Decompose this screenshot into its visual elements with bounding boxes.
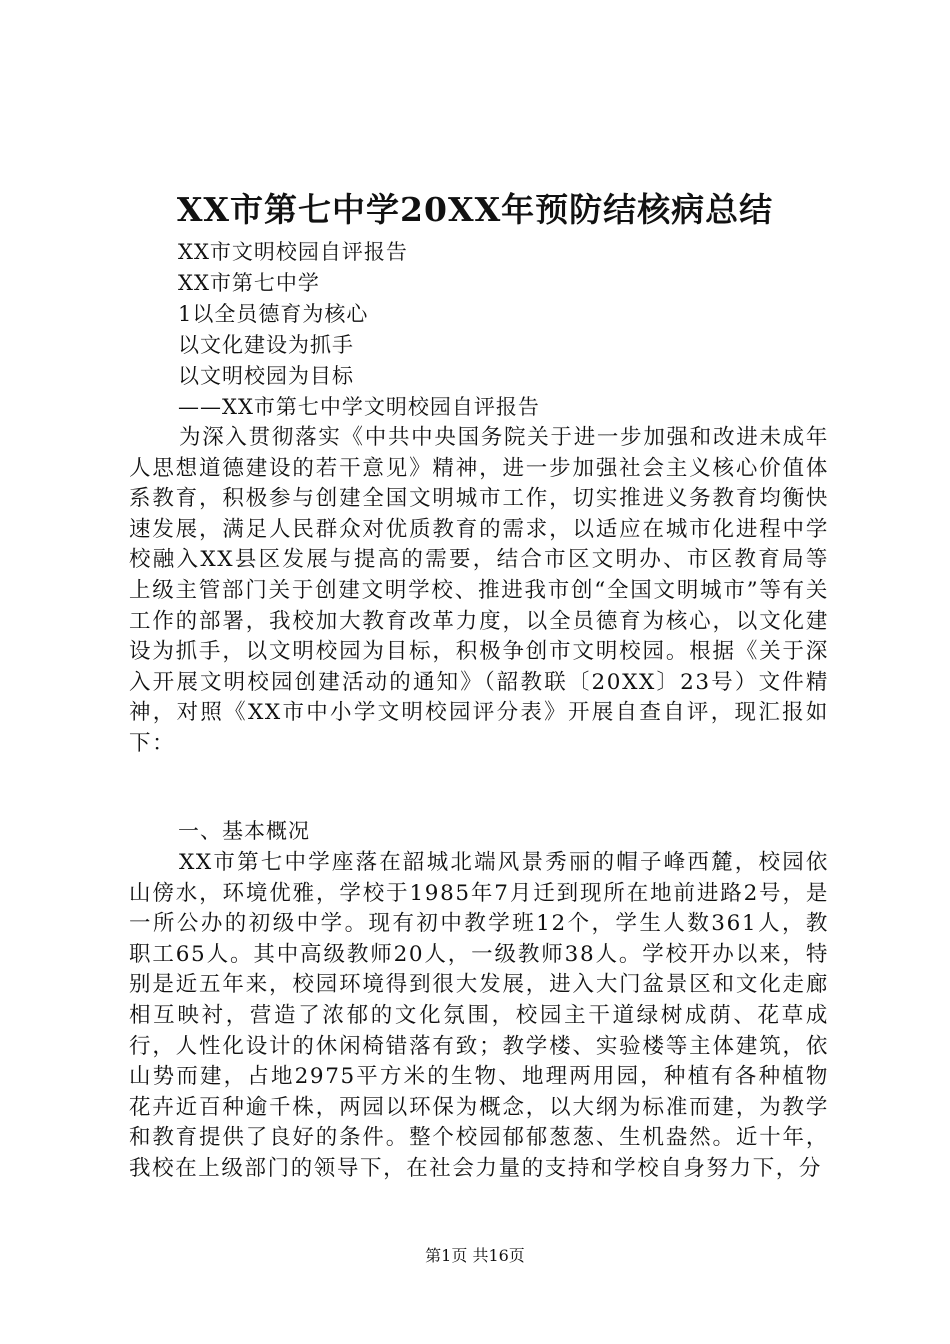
section-heading-overview: 一、基本概况 xyxy=(178,819,310,843)
page-footer: 第1页 共16页 xyxy=(425,1246,525,1265)
intro-line-subtitle: ——XX市第七中学文明校园自评报告 xyxy=(178,395,540,419)
intro-block xyxy=(178,237,878,423)
intro-line-motto-1: 1以全员德育为核心 xyxy=(178,302,369,326)
intro-line-motto-3: 以文明校园为目标 xyxy=(178,364,354,388)
intro-line-school-name: XX市第七中学 xyxy=(178,271,320,295)
intro-line-motto-2: 以文化建设为抓手 xyxy=(178,333,354,357)
paragraph-introduction: 为深入贯彻落实《中共中央国务院关于进一步加强和改进未成年人思想道德建设的若干意见》精神，进一步加强社会主义核心价值体系教育，积极参与创建全国文明城市工作，切实推进义务教育均衡快速发展，满足人民群众对优质教育的需求，以适应在城市化进程中学校融入XX县区发展与提高的需要，结合市区文明办、市区教育局等上级主管部门关于创建文明学校、推进我市创“全国文明城市”等有关工作的部署，我校加大教育改革力度，以全员德育为核心，以文化建设为抓手，以文明校园为目标，积极争创市文明校园。根据《关于深入开展文明校园创建活动的通知》（韶教联〔20XX〕23号）文件精神，对照《XX市中小学文明校园评分表》开展自查自评，现汇报如下： xyxy=(129,425,829,756)
intro-line-report-name: XX市文明校园自评报告 xyxy=(178,240,408,264)
paragraph-overview: XX市第七中学座落在韶城北端风景秀丽的帽子峰西麓，校园依山傍水，环境优雅，学校于1985年7月迁到现所在地前进路2号，是一所公办的初级中学。现有初中教学班12个，学生人数361人，教职工65人。其中高级教师20人，一级教师38人。学校开办以来，特别是近五年来，校园环境得到很大发展，进入大门盆景区和文化走廊相互映衬，营造了浓郁的文化氛围，校园主干道绿树成荫、花草成行，人性化设计的休闲椅错落有致；教学楼、实验楼等主体建筑，依山势而建，占地2975平方米的生物、地理两用园，种植有各种植物花卉近百种逾千株，两园以环保为概念，以大纲为标准而建，为教学和教育提供了良好的条件。整个校园郁郁葱葱、生机盎然。近十年，我校在上级部门的领导下，在社会力量的支持和学校自身努力下，分 xyxy=(129,850,829,1181)
document-title: XX市第七中学20XX年预防结核病总结 xyxy=(176,190,774,229)
